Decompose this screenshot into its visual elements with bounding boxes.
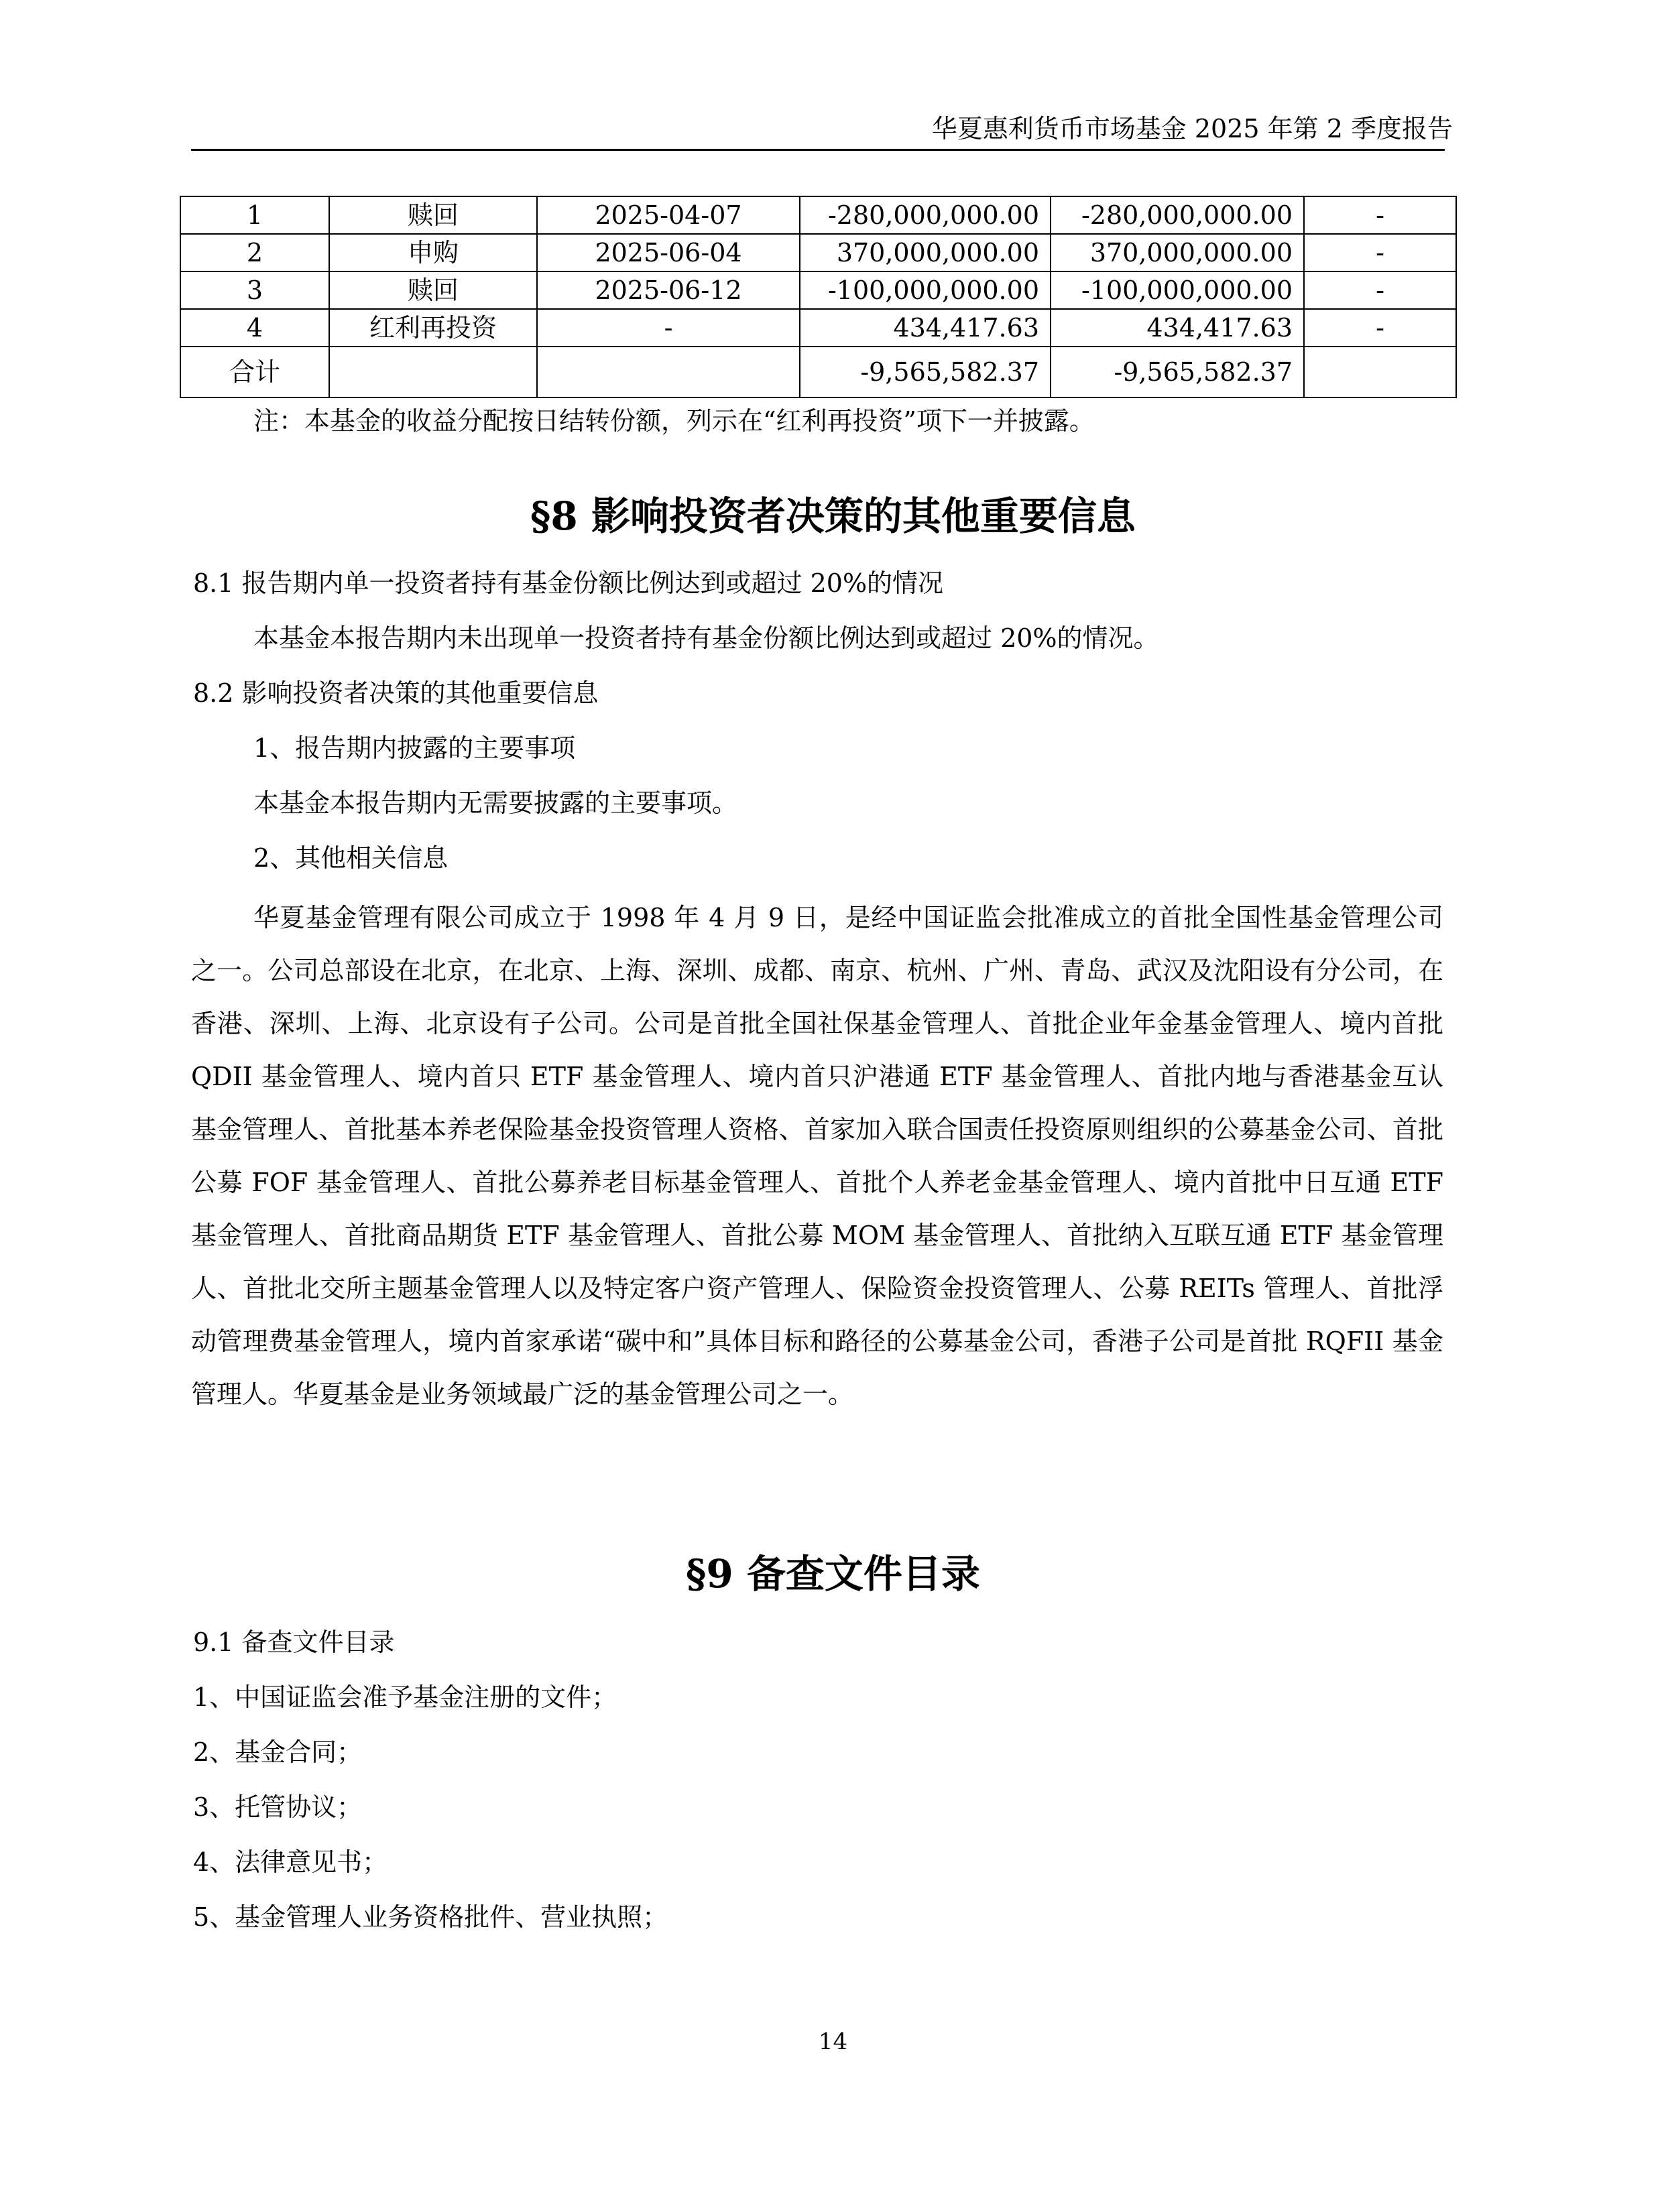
subsection-8-1-text: 本基金本报告期内未出现单一投资者持有基金份额比例达到或超过 20%的情况。	[253, 623, 1159, 653]
transaction-shares: 370,000,000.00	[800, 234, 1051, 271]
row-index: 3	[180, 271, 329, 309]
total-label: 合计	[180, 347, 329, 397]
page-header-title: 华夏惠利货币市场基金 2025 年第 2 季度报告	[931, 114, 1453, 143]
transaction-type: 申购	[329, 234, 537, 271]
subscription-redemption-table	[180, 196, 1457, 398]
item-2-title: 2、其他相关信息	[253, 843, 449, 873]
table-total-row	[180, 347, 1456, 397]
transaction-type: 红利再投资	[329, 309, 537, 347]
transaction-amount: -280,000,000.00	[1051, 196, 1304, 234]
transaction-shares: -100,000,000.00	[800, 271, 1051, 309]
item-1-text: 本基金本报告期内无需要披露的主要事项。	[253, 788, 738, 818]
transaction-fee: -	[1304, 309, 1456, 347]
page-number: 14	[818, 2028, 848, 2055]
table-row	[180, 271, 1456, 309]
reference-doc-item: 5、基金管理人业务资格批件、营业执照；	[193, 1902, 668, 1932]
transaction-type: 赎回	[329, 196, 537, 234]
row-index: 2	[180, 234, 329, 271]
reference-doc-item: 3、托管协议；	[193, 1792, 363, 1822]
total-empty-cell	[537, 347, 800, 397]
transaction-date: 2025-06-12	[537, 271, 800, 309]
transaction-fee: -	[1304, 196, 1456, 234]
reference-doc-item: 4、法律意见书；	[193, 1847, 388, 1877]
reference-doc-item: 2、基金合同；	[193, 1737, 363, 1767]
total-shares: -9,565,582.37	[800, 347, 1051, 397]
transaction-type: 赎回	[329, 271, 537, 309]
company-profile-paragraph: 华夏基金管理有限公司成立于 1998 年 4 月 9 日，是经中国证监会批准成立的首批全国性基金管理公司之一。公司总部设在北京，在北京、上海、深圳、成都、南京、杭州、广州、青岛、武汉及沈阳设有分公司，在香港、深圳、上海、北京设有子公司。公司是首批全国社保基金管理人、首批企业年金基金管理人、境内首批 QDII 基金管理人、境内首只 ETF 基金管理人、境内首只沪港通 ETF 基金管理人、首批内地与香港基金互认基金管理人、首批基本养老保险基金投资管理人资格、首家加入联合国责任投资原则组织的公募基金公司、首批公募 FOF 基金管理人、首批公募养老目标基金管理人、首批个人养老金基金管理人、境内首批中日互通 ETF 基金管理人、首批商品期货 ETF 基金管理人、首批公募 MOM 基金管理人、首批纳入互联互通 ETF 基金管理人、首批北交所主题基金管理人以及特定客户资产管理人、保险资金投资管理人、公募 REITs 管理人、首批浮动管理费基金管理人，境内首家承诺“碳中和”具体目标和路径的公募基金公司，香港子公司是首批 RQFII 基金管理人。华夏基金是业务领域最广泛的基金管理公司之一。	[191, 903, 1443, 1409]
transaction-shares: -280,000,000.00	[800, 196, 1051, 234]
section-8-heading: §8 影响投资者决策的其他重要信息	[530, 493, 1136, 539]
section-9-heading: §9 备查文件目录	[686, 1551, 980, 1597]
table-row	[180, 196, 1456, 234]
transaction-fee: -	[1304, 271, 1456, 309]
header-divider	[191, 149, 1445, 151]
row-index: 1	[180, 196, 329, 234]
transaction-amount: -100,000,000.00	[1051, 271, 1304, 309]
total-empty-cell	[1304, 347, 1456, 397]
subsection-8-1-title: 8.1 报告期内单一投资者持有基金份额比例达到或超过 20%的情况	[193, 568, 944, 598]
row-index: 4	[180, 309, 329, 347]
total-amount: -9,565,582.37	[1051, 347, 1304, 397]
total-empty-cell	[329, 347, 537, 397]
transaction-fee: -	[1304, 234, 1456, 271]
transaction-shares: 434,417.63	[800, 309, 1051, 347]
transaction-date: 2025-04-07	[537, 196, 800, 234]
transaction-amount: 434,417.63	[1051, 309, 1304, 347]
transaction-date: 2025-06-04	[537, 234, 800, 271]
item-1-title: 1、报告期内披露的主要事项	[253, 733, 576, 763]
subsection-9-1-title: 9.1 备查文件目录	[193, 1627, 395, 1657]
table-note: 注：本基金的收益分配按日结转份额，列示在“红利再投资”项下一并披露。	[253, 406, 1095, 436]
transaction-date: -	[537, 309, 800, 347]
reference-doc-item: 1、中国证监会准予基金注册的文件；	[193, 1682, 617, 1712]
subsection-8-2-title: 8.2 影响投资者决策的其他重要信息	[193, 678, 599, 708]
table-row	[180, 309, 1456, 347]
transaction-amount: 370,000,000.00	[1051, 234, 1304, 271]
table-row	[180, 234, 1456, 271]
